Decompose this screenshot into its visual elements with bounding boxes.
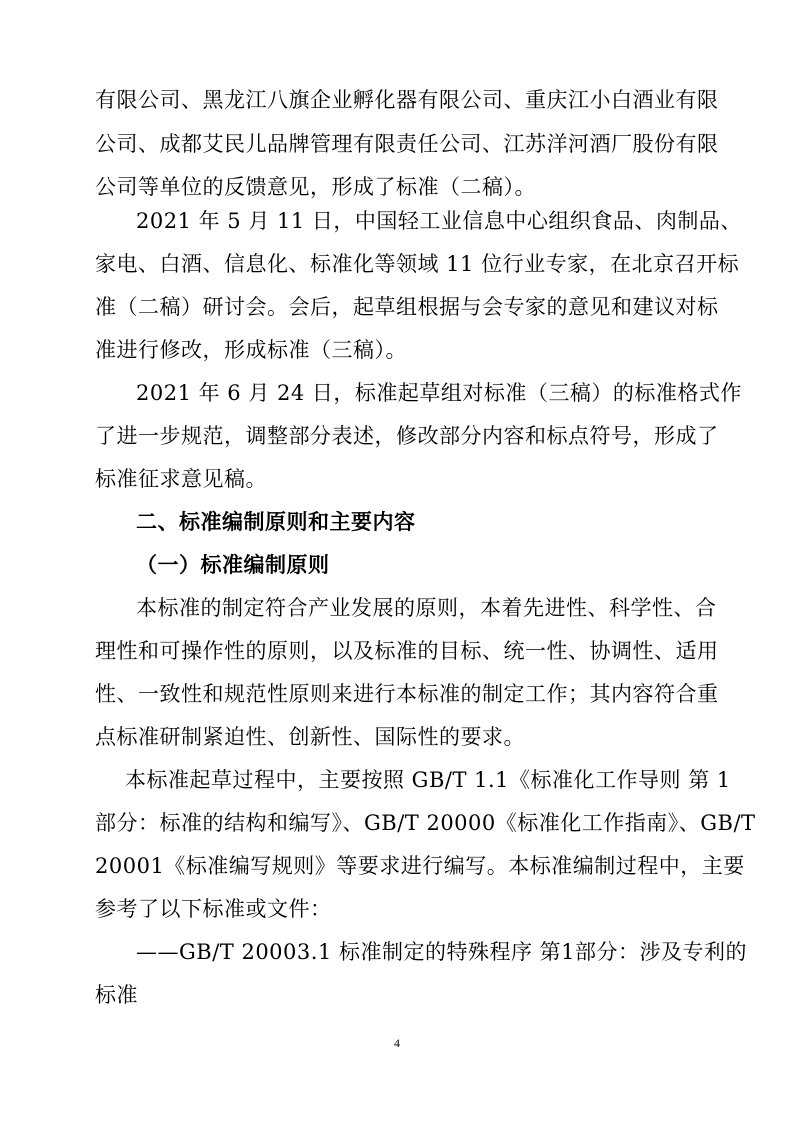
paragraph-line: 本标准的制定符合产业发展的原则，本着先进性、科学性、合	[136, 596, 717, 620]
page-number: 4	[394, 1036, 400, 1050]
paragraph-line: 20001《标准编写规则》等要求进行编写。本标准编制过程中，主要	[95, 854, 745, 878]
paragraph-line: 部分：标准的结构和编写》、GB/T 20000《标准化工作指南》、GB/T	[95, 811, 756, 835]
paragraph-line: 了进一步规范，调整部分表述，修改部分内容和标点符号，形成了	[95, 424, 719, 448]
paragraph-line: 参考了以下标准或文件：	[95, 897, 332, 921]
paragraph-line: 有限公司、黑龙江八旗企业孵化器有限公司、重庆江小白酒业有限	[95, 88, 719, 112]
paragraph-line: 准进行修改，形成标准（三稿）。	[95, 338, 407, 362]
paragraph-line: ——GB/T 20003.1 标准制定的特殊程序 第1部分：涉及专利的	[136, 940, 748, 964]
subsection-heading: （一）标准编制原则	[136, 553, 330, 577]
paragraph-line: 性、一致性和规范性原则来进行本标准的制定工作；其内容符合重	[95, 682, 719, 706]
paragraph-line: 准（二稿）研讨会。会后，起草组根据与会专家的意见和建议对标	[95, 295, 719, 319]
section-heading: 二、标准编制原则和主要内容	[136, 510, 416, 534]
paragraph-line: 本标准起草过程中，主要按照 GB/T 1.1《标准化工作导则 第 1	[125, 768, 731, 792]
paragraph-line: 2021 年 6 月 24 日，标准起草组对标准（三稿）的标准格式作	[136, 381, 742, 405]
paragraph-line: 家电、白酒、信息化、标准化等领域 11 位行业专家，在北京召开标	[95, 252, 740, 276]
paragraph-line: 公司、成都艾民儿品牌管理有限责任公司、江苏洋河酒厂股份有限	[95, 132, 719, 156]
paragraph-line: 标准	[95, 983, 138, 1007]
paragraph-line: 点标准研制紧迫性、创新性、国际性的要求。	[95, 725, 525, 749]
paragraph-line: 公司等单位的反馈意见，形成了标准（二稿）。	[95, 175, 536, 199]
paragraph-line: 理性和可操作性的原则，以及标准的目标、统一性、协调性、适用	[95, 639, 719, 663]
paragraph-line: 2021 年 5 月 11 日，中国轻工业信息中心组织食品、肉制品、	[136, 209, 742, 233]
paragraph-line: 标准征求意见稿。	[95, 467, 267, 491]
